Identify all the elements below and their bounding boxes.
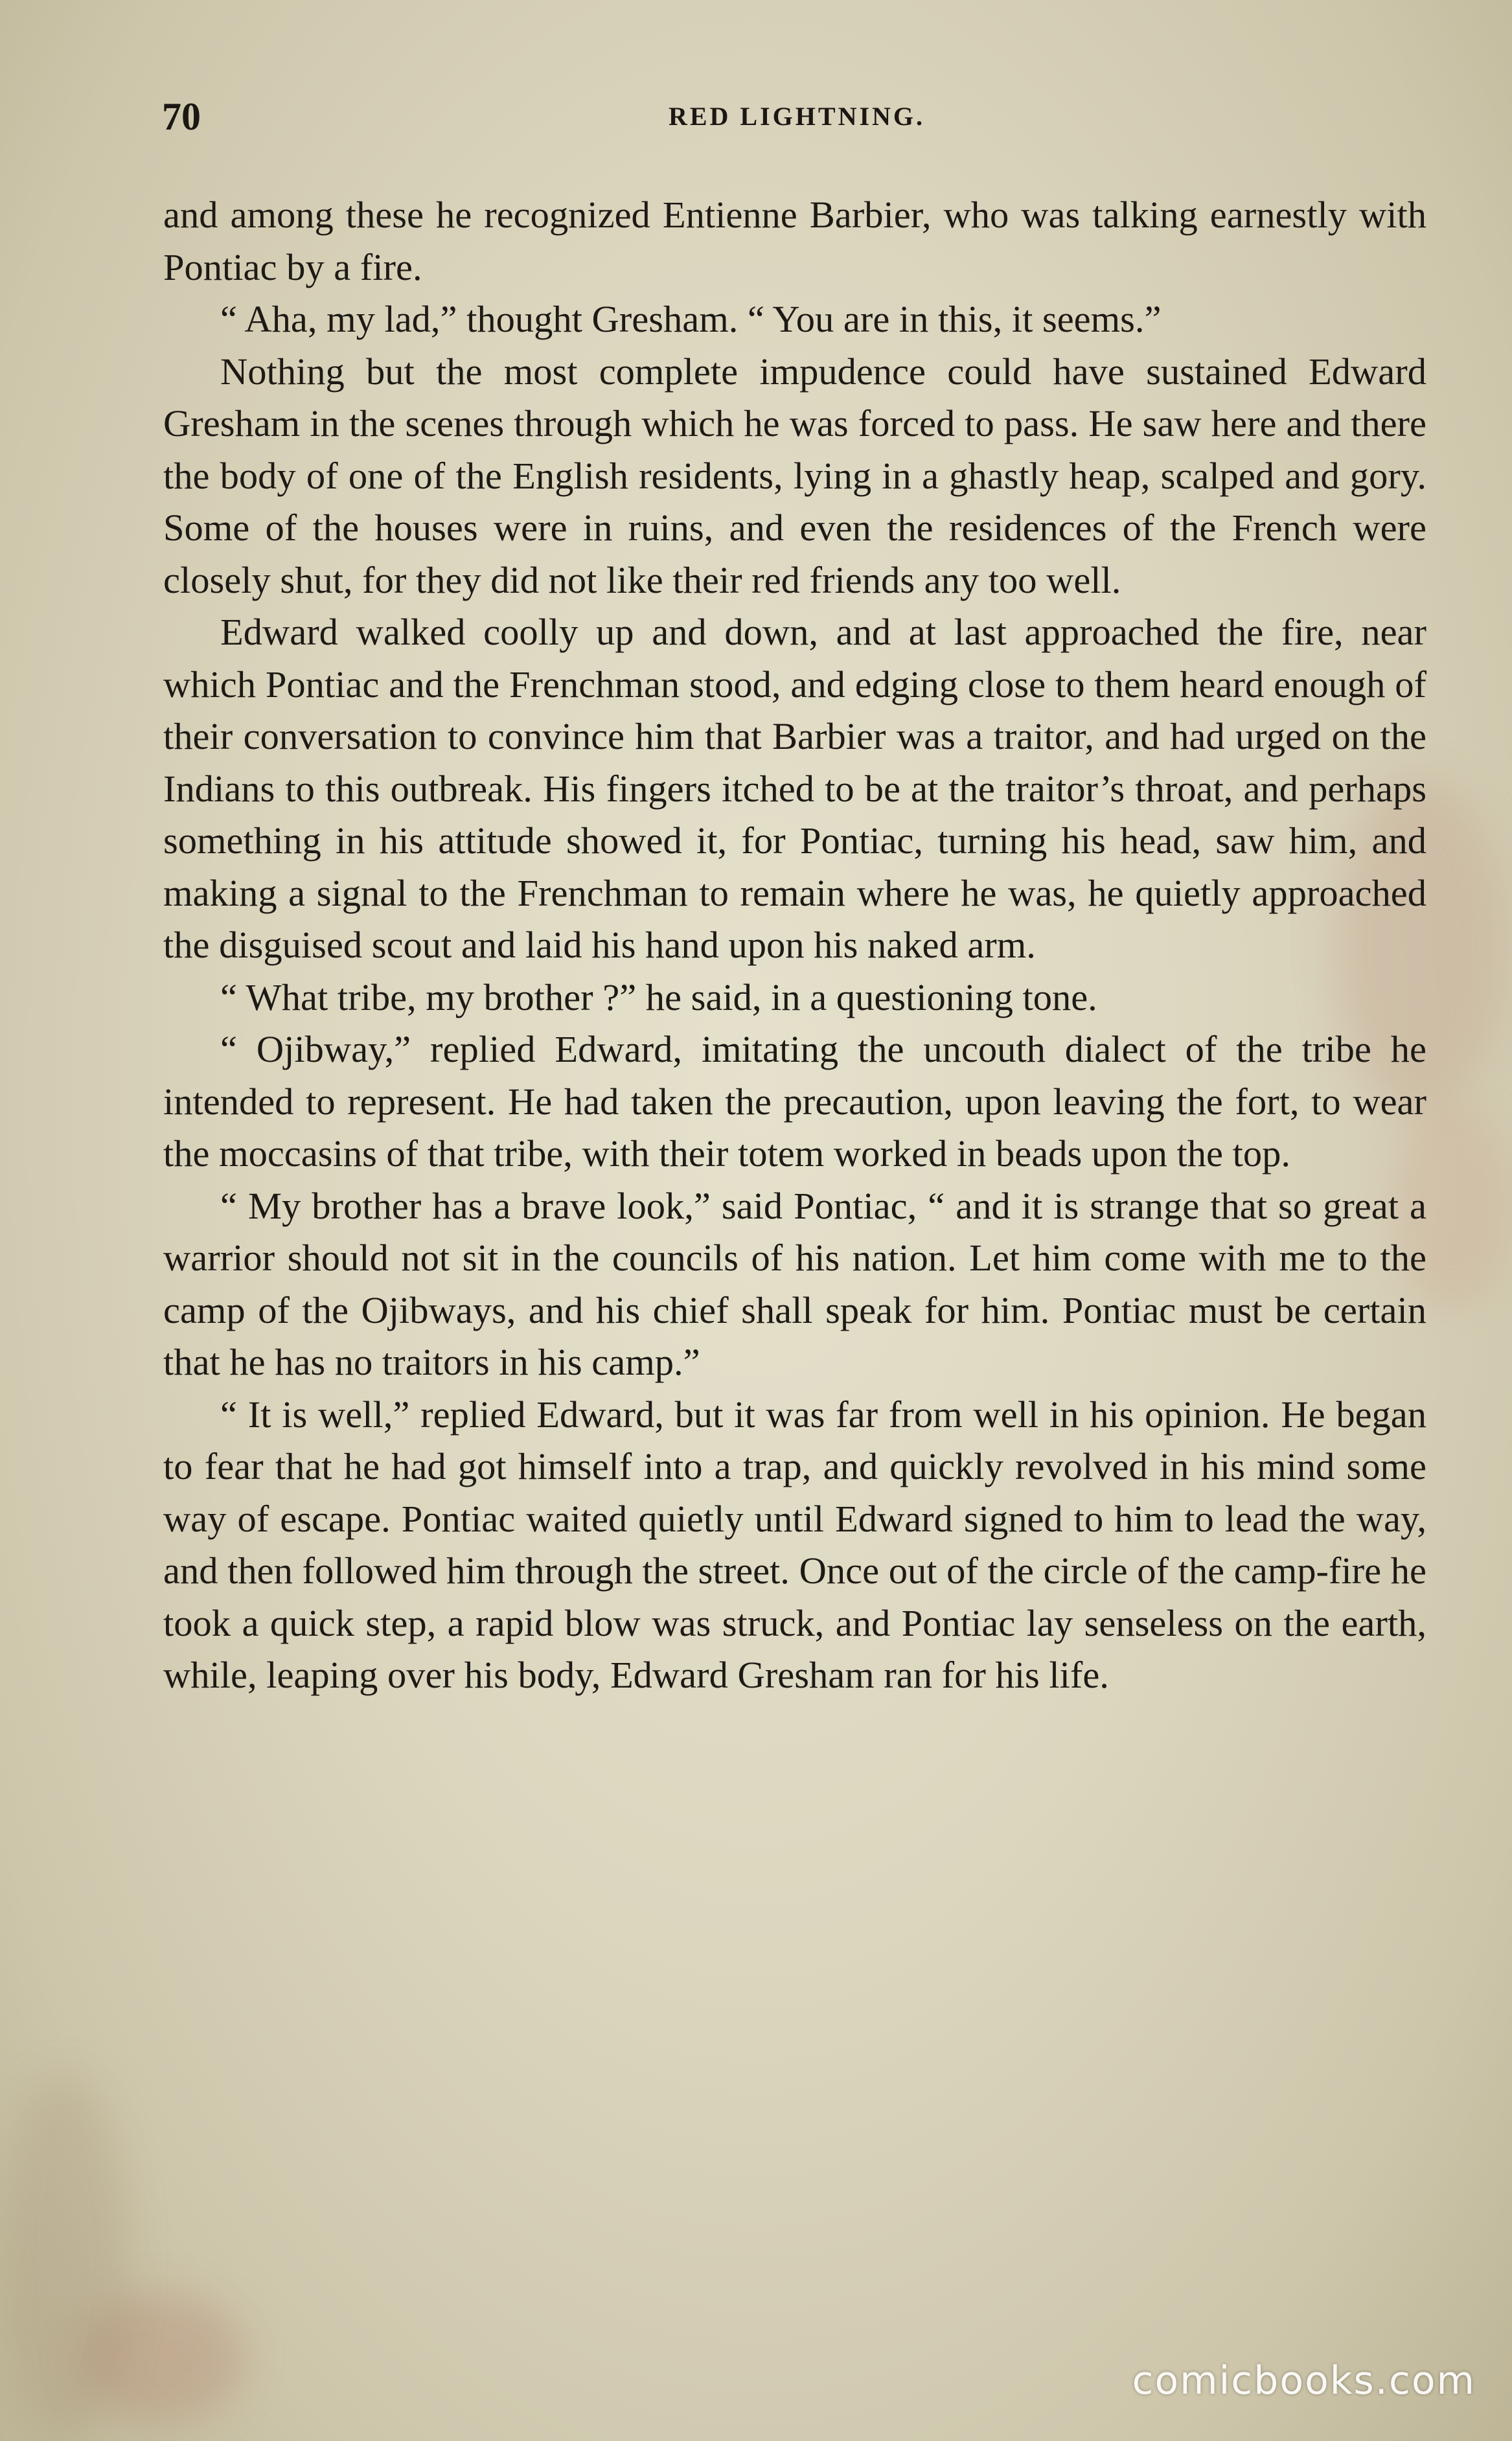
- body-text: [163, 189, 1426, 1702]
- paragraph: Nothing but the most complete impudence could have sustained Edward Gresham in the scenes through which he was forced to pass. He saw here and there the body of one of the English residents, lying in a ghastly heap, scalped and gory. Some of the houses were in ruins, and even the residences of the French were closely shut, for they did not like their red friends any too well.: [163, 350, 1426, 601]
- paragraph: Edward walked coolly up and down, and at last approached the fire, near which Pontiac and the Frenchman stood, and edging close to them heard enough of their conversation to convince him that Barbier was a traitor, and had urged on the Indians to this outbreak. His fingers itched to be at the traitor’s throat, and perhaps something in his attitude showed it, for Pontiac, turning his head, saw him, and making a signal to the Frenchman to remain where he was, he quietly approached the disguised scout and laid his hand upon his naked arm.: [163, 611, 1426, 966]
- running-head: RED LIGHTNING.: [668, 102, 926, 131]
- paragraph: “ Ojibway,” replied Edward, imitating the uncouth dialect of the tribe he intended to represent. He had taken the precaution, upon leaving the fort, to wear the moccasins of that tribe, with their totem worked in beads upon the top.: [163, 1028, 1426, 1175]
- page-header: [162, 91, 1432, 143]
- paragraph: “ It is well,” replied Edward, but it was far from well in his opinion. He began to fear that he had got himself into a trap, and quickly revolved in his mind some way of escape. Pontiac waited quietly until Edward signed to him to lead the way, and then followed him through the street. Once out of the circle of the camp-fire he took a quick step, a rapid blow was struck, and Pontiac lay senseless on the earth, while, leaping over his body, Edward Gresham ran for his life.: [163, 1393, 1426, 1696]
- paragraph: “ My brother has a brave look,” said Pontiac, “ and it is strange that so great a warrior should not sit in the councils of his nation. Let him come with me to the camp of the Ojibways, and his chief shall speak for him. Pontiac must be certain that he has no traitors in his camp.”: [163, 1184, 1426, 1383]
- paragraph: and among these he recognized Entienne Barbier, who was talking earnestly with Pontiac by a fire.: [163, 194, 1426, 288]
- watermark: comicbooks.com: [1132, 2358, 1476, 2403]
- page-number: 70: [162, 95, 201, 138]
- paragraph: “ Aha, my lad,” thought Gresham. “ You are in this, it seems.”: [220, 298, 1162, 340]
- paper-stain: [0, 2073, 130, 2441]
- paper-stain: [78, 2293, 246, 2423]
- paragraph: “ What tribe, my brother ?” he said, in a questioning tone.: [220, 976, 1097, 1018]
